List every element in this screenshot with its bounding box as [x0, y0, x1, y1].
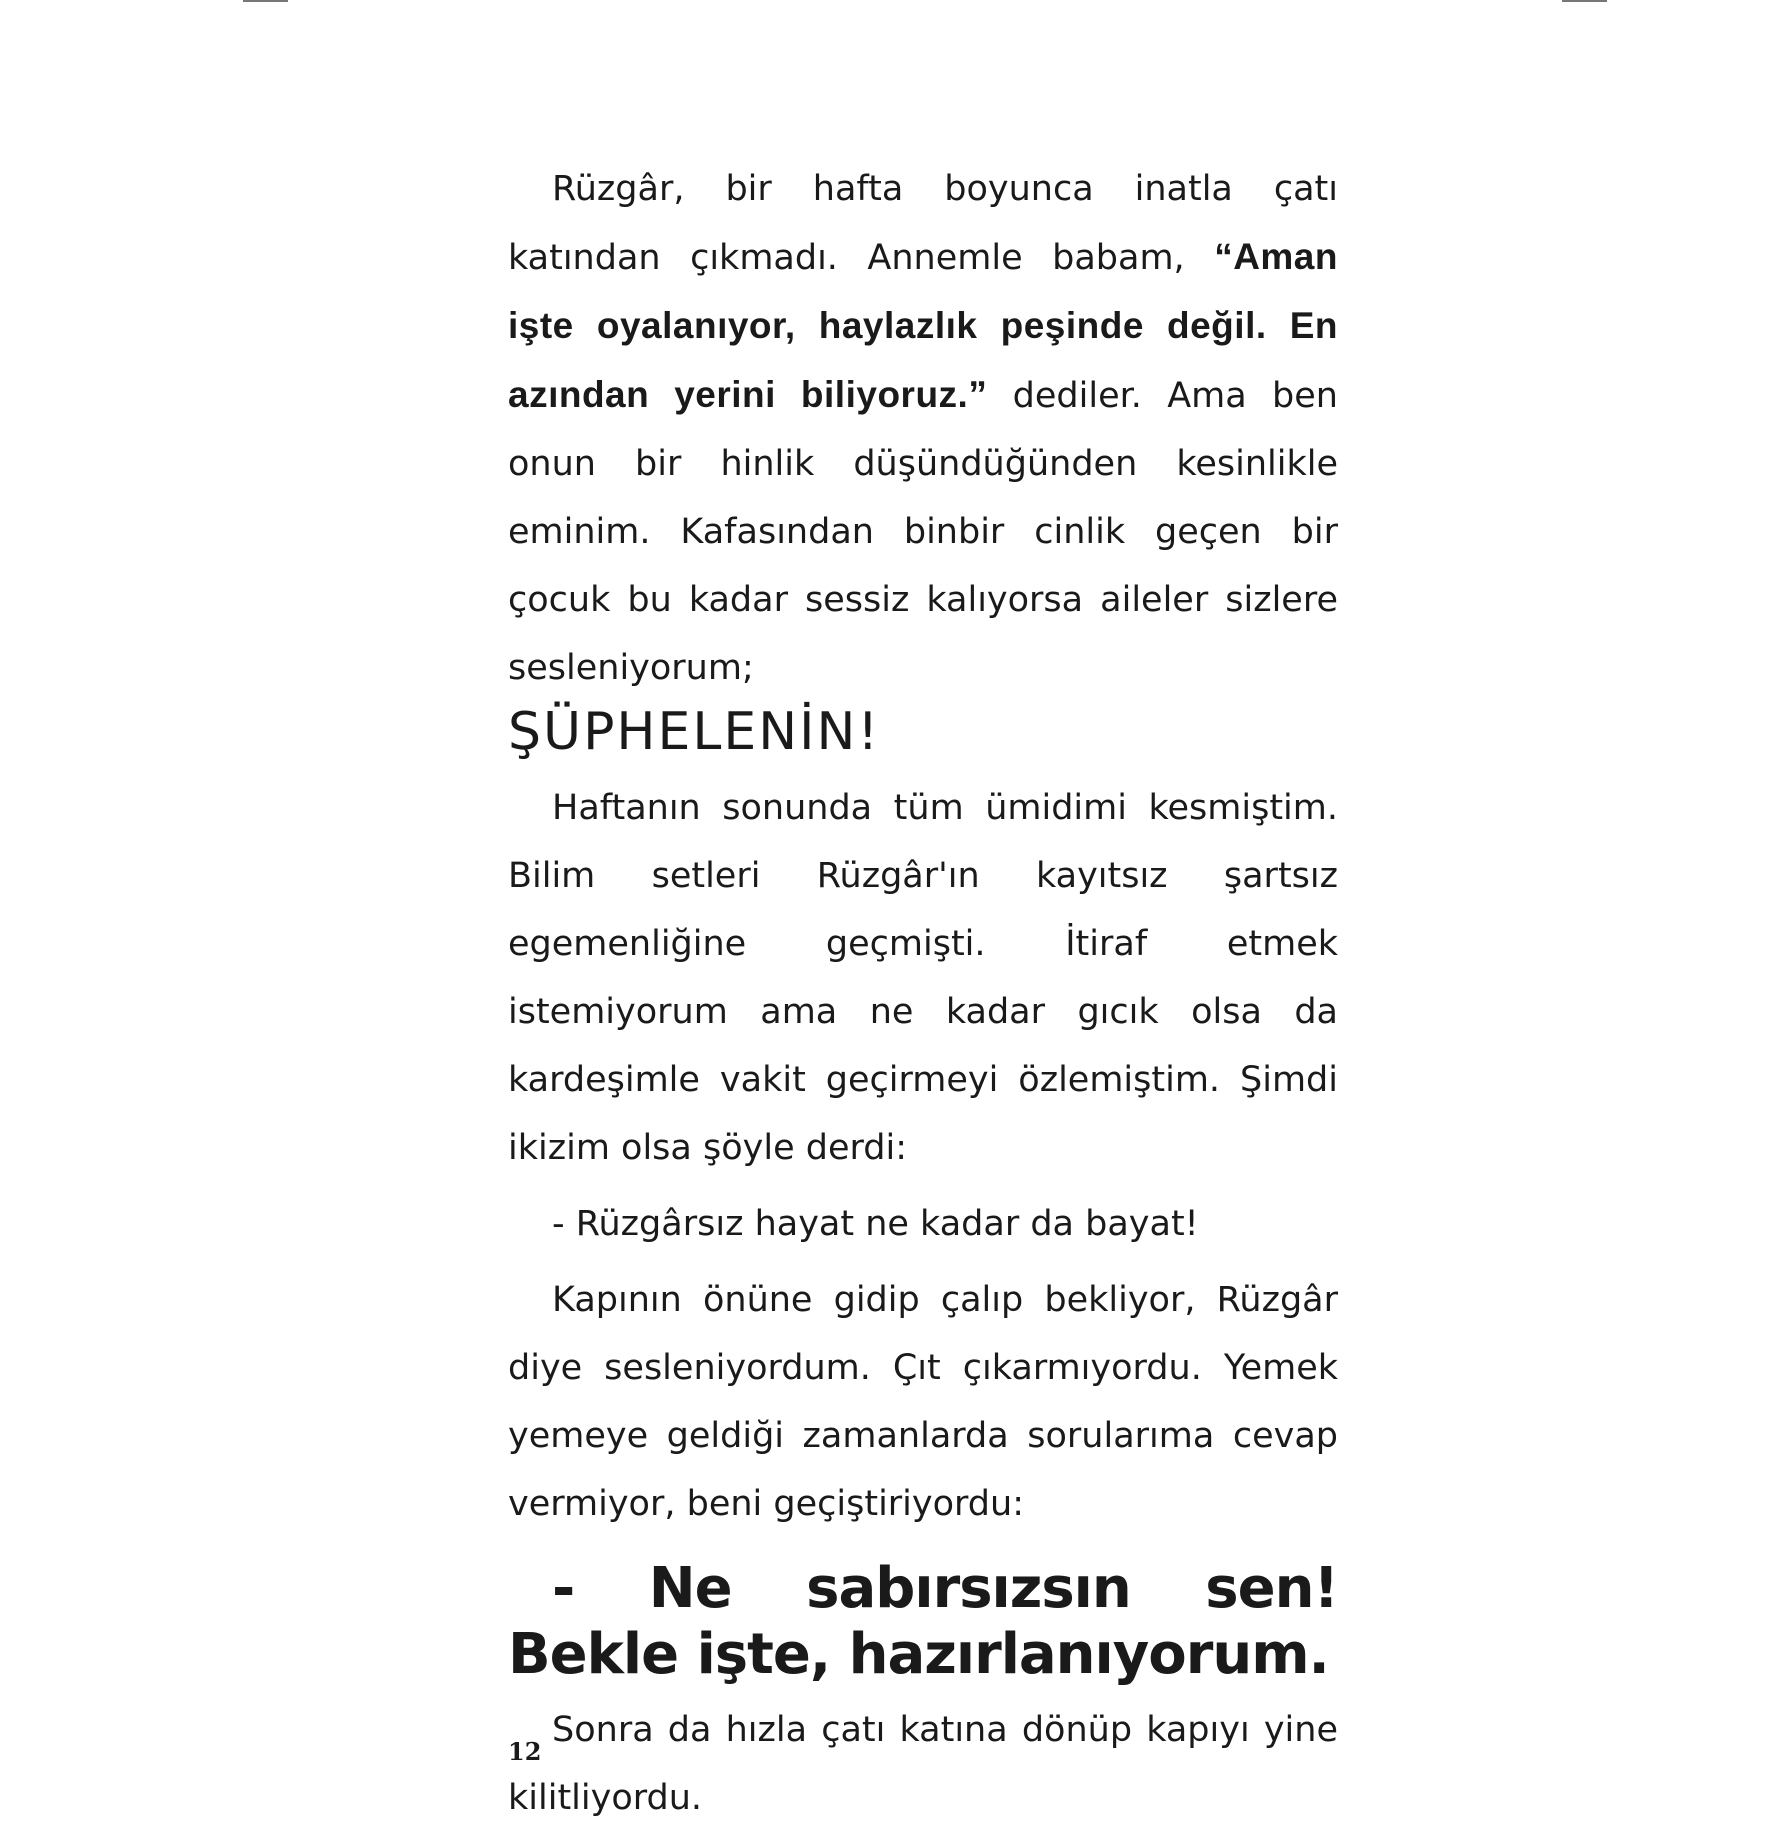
paragraph-1 — [508, 155, 1338, 702]
crop-mark-right — [1562, 0, 1607, 2]
dialog-line-2: - Ne sabırsızsın sen! Bekle işte, hazırlanıyorum. — [508, 1556, 1338, 1687]
paragraph-3: Kapının önüne gidip çalıp bekliyor, Rüzgâr diye sesleniyordum. Çıt çıkarmıyordu. Yemek yemeye geldiği zamanlarda sorularıma cevap vermiyor, beni geçiştiriyordu: — [508, 1280, 1338, 1524]
dialog-line-1: - Rüzgârsız hayat ne kadar da bayat! — [552, 1204, 1199, 1244]
paragraph-4: Sonra da hızla çatı katına dönüp kapıyı yine kilitliyordu. — [508, 1710, 1338, 1818]
paragraph-1-part-2: dediler. Ama ben onun bir hinlik düşündüğünden kesinlikle eminim. Kafasından binbir cinlik geçen bir çocuk bu kadar sessiz kalıyorsa aileler sizlere sesleniyorum; — [508, 376, 1338, 688]
page-text — [508, 155, 1338, 1832]
paragraph-2: Haftanın sonunda tüm ümidimi kesmiştim. Bilim setleri Rüzgâr'ın kayıtsız şartsız egemenliğine geçmişti. İtiraf etmek istemiyorum ama ne kadar gıcık olsa da kardeşimle vakit geçirmeyi özlemiştim. Şimdi ikizim olsa şöyle derdi: — [508, 788, 1338, 1168]
parents-quote: “Aman işte oyalanıyor, haylazlık peşinde değil. En azından yerini biliyoruz.” — [508, 236, 1338, 415]
exclamation-heading: ŞÜPHELENİN! — [508, 702, 881, 762]
paragraph-1-part-1: Rüzgâr, bir hafta boyunca inatla çatı katından çıkmadı. Annemle babam, — [508, 169, 1338, 278]
page-number: 12 — [508, 1737, 542, 1766]
crop-mark-left — [243, 0, 288, 2]
